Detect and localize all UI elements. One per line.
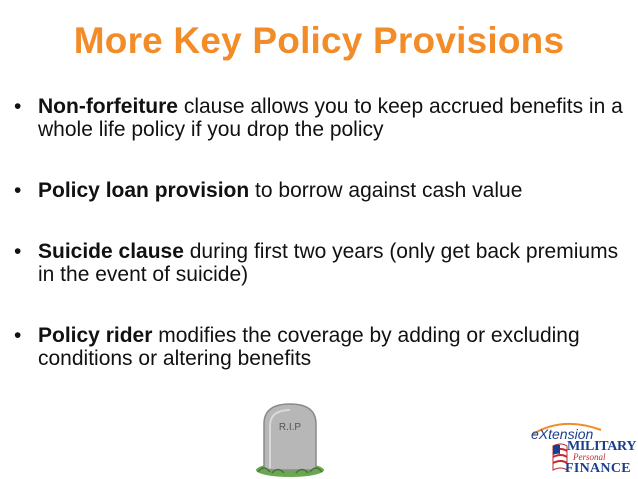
tombstone-text: R.I.P [278,422,302,433]
bullet-list [14,95,624,408]
bullet-term: Non-forfeiture [38,95,178,118]
bullet-term: Policy rider [38,324,153,347]
bullet-term: Suicide clause [38,240,184,263]
tombstone-icon [250,400,330,479]
bullet-text: during first two years (only get back premiums in the event of suicide) [38,240,619,286]
bullet-item [14,240,624,286]
bullet-item [14,179,624,202]
logo-finance-text: FINANCE [565,461,631,476]
bullet-text: clause allows you to keep accrued benefits in a whole life policy if you drop the policy [38,95,623,141]
bullet-item [14,95,624,141]
bullet-text: modifies the coverage by adding or excluding conditions or altering benefits [38,324,580,370]
bullet-dot-icon: • [14,95,22,118]
bullet-dot-icon: • [14,324,22,347]
logo-personal-text: Personal [573,452,606,462]
logo-military-text: MILITARY [567,439,637,454]
bullet-term: Policy loan provision [38,179,250,202]
bullet-dot-icon: • [14,240,22,263]
tombstone-stone [264,404,316,470]
extension-logo [523,420,635,478]
bullet-item [14,324,624,370]
slide-title: More Key Policy Provisions [73,20,565,61]
bullet-dot-icon: • [14,179,22,202]
logo-extension-text: eXtension [531,426,594,442]
bullet-text: to borrow against cash value [249,179,523,202]
